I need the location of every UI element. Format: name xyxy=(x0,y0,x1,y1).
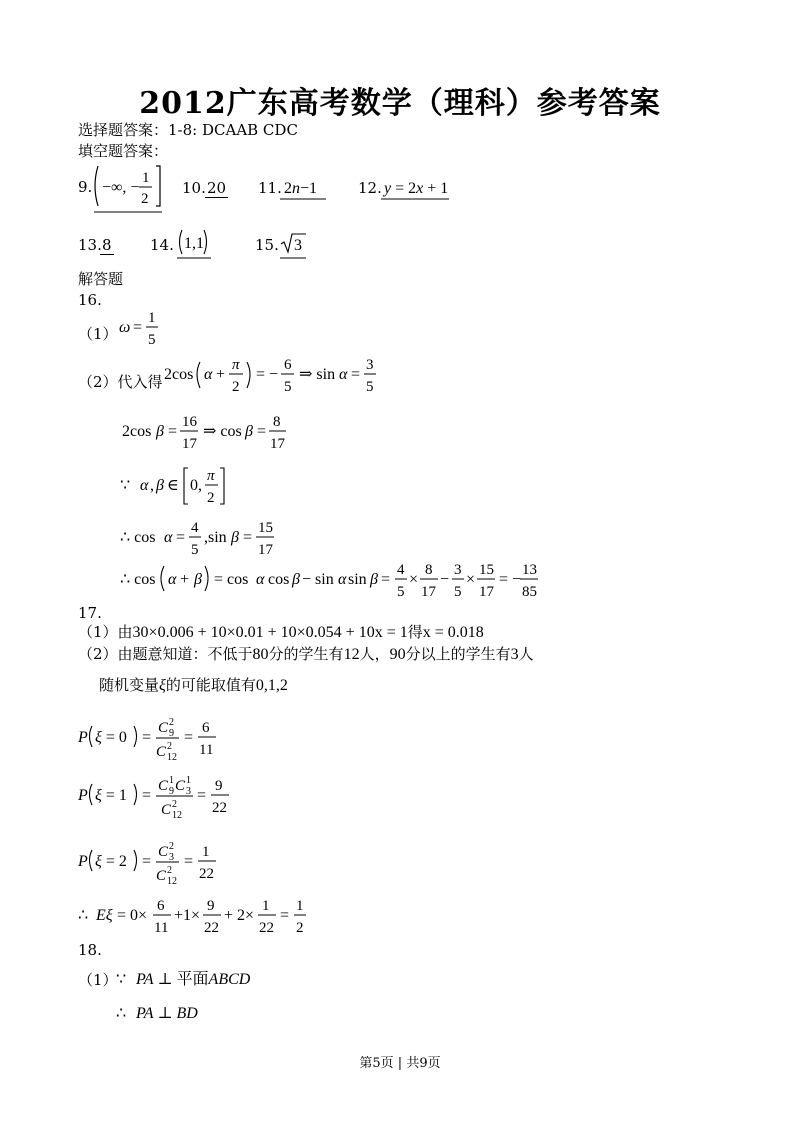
svg-text:P: P xyxy=(78,787,88,804)
svg-text:2n−1: 2n−1 xyxy=(284,180,318,197)
svg-text:P: P xyxy=(78,853,88,870)
svg-text:17: 17 xyxy=(258,542,273,558)
svg-text:α: α xyxy=(338,571,347,588)
svg-text:2: 2 xyxy=(169,717,174,728)
choice-answers: 选择题答案：1-8: DCAAB CDC xyxy=(78,121,298,139)
svg-text:PA ⊥ 平面ABCD: PA ⊥ 平面ABCD xyxy=(136,971,251,988)
svg-text:9: 9 xyxy=(207,898,215,914)
q18-part1-label: （1） xyxy=(78,971,118,989)
svg-text:6: 6 xyxy=(284,357,292,373)
svg-text:C: C xyxy=(158,720,169,736)
svg-text:β: β xyxy=(370,571,378,588)
svg-text:17: 17 xyxy=(270,436,285,452)
svg-text:=: = xyxy=(184,729,194,746)
svg-text:3: 3 xyxy=(294,237,302,254)
q17-part2-count2: 3 xyxy=(510,646,519,663)
q17-p0 xyxy=(76,716,226,766)
page-title: 2012广东高考数学（理科）参考答案 xyxy=(139,86,661,121)
svg-text:12: 12 xyxy=(172,810,182,821)
q17-part1 xyxy=(78,623,484,642)
xi-symbol: ξ xyxy=(159,677,166,694)
svg-text:=: = xyxy=(184,853,194,870)
svg-text:5: 5 xyxy=(148,332,156,348)
svg-text:22: 22 xyxy=(259,920,274,936)
svg-text:∴ cos: ∴ cos xyxy=(120,571,156,588)
q14-number: 14. xyxy=(150,236,174,254)
svg-text:13: 13 xyxy=(522,562,537,578)
svg-text:β: β xyxy=(156,477,164,494)
svg-text:⇒ sin: ⇒ sin xyxy=(299,366,336,383)
svg-text:×: × xyxy=(409,571,419,588)
svg-text:= 0×: = 0× xyxy=(117,907,148,924)
svg-text:12: 12 xyxy=(167,752,177,763)
svg-text:4: 4 xyxy=(191,520,199,536)
svg-text:=: = xyxy=(142,853,152,870)
svg-text:15: 15 xyxy=(479,562,494,578)
svg-text:−∞, −: −∞, − xyxy=(102,179,140,196)
svg-text:α: α xyxy=(168,571,177,588)
svg-text:∴ cos: ∴ cos xyxy=(120,529,156,546)
svg-text:2: 2 xyxy=(172,799,177,810)
svg-text:ξ = 1: ξ = 1 xyxy=(95,787,127,804)
svg-text:=: = xyxy=(176,529,186,546)
q17-part1-result: x = 0.018 xyxy=(422,624,484,641)
svg-text:+ 2×: + 2× xyxy=(224,907,255,924)
svg-text:1: 1 xyxy=(169,775,174,786)
q13-number: 13. xyxy=(78,236,102,254)
svg-text:=: = xyxy=(142,729,152,746)
svg-text:5: 5 xyxy=(366,379,374,395)
q17-part1-expr: 30×0.006 + 10×0.01 + 10×0.054 + 10x = 1 xyxy=(132,624,408,641)
svg-text:1: 1 xyxy=(186,775,191,786)
svg-text:85: 85 xyxy=(522,584,537,600)
q17-part2-label: （2）由题意知道：不低于 xyxy=(78,645,253,663)
rv-values: 0,1,2 xyxy=(255,677,288,694)
q17-p2 xyxy=(76,840,226,890)
svg-text:y = 2x + 1: y = 2x + 1 xyxy=(384,180,449,197)
svg-text:=: = xyxy=(280,907,290,924)
page-footer: 第5页 | 共9页 xyxy=(359,1056,441,1071)
svg-text:2: 2 xyxy=(207,490,215,506)
q16-line5 xyxy=(118,558,538,608)
q17-part2 xyxy=(78,645,534,664)
q18-line2 xyxy=(114,998,234,1026)
q16-part2-line1 xyxy=(160,354,400,404)
svg-text:6: 6 xyxy=(202,720,210,736)
svg-text:17: 17 xyxy=(182,436,197,452)
svg-text:22: 22 xyxy=(204,920,219,936)
svg-text:8: 8 xyxy=(273,414,281,430)
q17-random-variable xyxy=(99,676,288,695)
svg-text:2: 2 xyxy=(167,865,172,876)
svg-text:−: − xyxy=(440,571,450,588)
svg-text:+: + xyxy=(216,366,226,383)
svg-text:PA ⊥ BD: PA ⊥ BD xyxy=(136,1005,198,1022)
svg-text:2: 2 xyxy=(169,841,174,852)
svg-text:∴: ∴ xyxy=(116,1005,127,1022)
svg-text:2: 2 xyxy=(141,191,149,207)
svg-text:C: C xyxy=(158,778,169,794)
svg-text:π: π xyxy=(207,468,215,484)
q16-part1-formula xyxy=(115,306,175,354)
svg-text:∵: ∵ xyxy=(116,971,127,988)
q14-answer xyxy=(174,226,214,260)
svg-text:5: 5 xyxy=(191,542,199,558)
svg-text:×: × xyxy=(466,571,476,588)
svg-text:5: 5 xyxy=(454,584,462,600)
svg-text:∴: ∴ xyxy=(78,907,89,924)
svg-text:C: C xyxy=(156,868,167,884)
svg-text:ω: ω xyxy=(119,319,131,336)
q9-number: 9. xyxy=(78,178,93,196)
svg-text:1: 1 xyxy=(148,310,156,326)
svg-text:,sin: ,sin xyxy=(204,529,227,546)
svg-text:11: 11 xyxy=(199,742,214,758)
svg-text:β: β xyxy=(292,571,300,588)
svg-text:C: C xyxy=(161,802,172,818)
svg-text:C: C xyxy=(175,778,186,794)
q17-part2-count1: 12 xyxy=(343,646,360,663)
q9-answer xyxy=(90,162,170,216)
q11-number: 11. xyxy=(258,179,282,197)
q15-answer xyxy=(278,226,308,260)
svg-text:3: 3 xyxy=(186,786,191,797)
svg-text:⇒ cos: ⇒ cos xyxy=(203,423,242,440)
svg-text:Eξ: Eξ xyxy=(96,907,113,924)
svg-text:cos: cos xyxy=(268,571,290,588)
svg-text:22: 22 xyxy=(212,800,227,816)
svg-text:16: 16 xyxy=(182,414,197,430)
svg-text:− sin: − sin xyxy=(302,571,334,588)
svg-text:sin: sin xyxy=(348,571,367,588)
q16-line2 xyxy=(118,410,308,460)
svg-text:=: = xyxy=(133,319,143,336)
svg-text:8: 8 xyxy=(425,562,433,578)
q18-number: 18. xyxy=(78,941,102,959)
q12-answer xyxy=(381,174,451,202)
svg-text:∵: ∵ xyxy=(120,477,131,494)
svg-text:17: 17 xyxy=(479,584,494,600)
svg-text:,: , xyxy=(150,477,154,494)
svg-text:+: + xyxy=(180,571,190,588)
svg-text:5: 5 xyxy=(284,379,292,395)
svg-text:9: 9 xyxy=(169,786,174,797)
svg-text:= −: = − xyxy=(499,571,522,588)
svg-text:=: = xyxy=(142,787,152,804)
svg-text:1: 1 xyxy=(262,898,270,914)
q11-answer xyxy=(280,174,328,202)
svg-text:β: β xyxy=(194,571,202,588)
q10-answer: 20 xyxy=(207,179,227,197)
svg-text:β: β xyxy=(245,423,253,440)
svg-text:C: C xyxy=(158,844,169,860)
q16-line4 xyxy=(118,514,298,564)
svg-text:= cos: = cos xyxy=(214,571,249,588)
q16-part1-label: （1） xyxy=(78,325,118,343)
q17-part2-mid3: 分以上的学生有 xyxy=(405,645,511,663)
svg-text:1: 1 xyxy=(202,844,210,860)
q17-part2-mid1: 分的学生有 xyxy=(268,645,344,663)
svg-text:9: 9 xyxy=(169,728,174,739)
rv-text: 随机变量 xyxy=(99,676,160,694)
svg-text:1,1: 1,1 xyxy=(184,235,204,252)
q17-part1-label: （1）由 xyxy=(78,623,133,641)
svg-text:α: α xyxy=(164,529,173,546)
q15-number: 15. xyxy=(255,236,279,254)
svg-text:C: C xyxy=(156,744,167,760)
svg-text:0,: 0, xyxy=(190,477,202,494)
svg-text:=: = xyxy=(257,423,267,440)
q17-part2-mid2: 人， xyxy=(359,645,390,663)
svg-text:=: = xyxy=(168,423,178,440)
svg-text:2: 2 xyxy=(296,920,304,936)
q10-number: 10. xyxy=(182,179,206,197)
svg-text:3: 3 xyxy=(366,357,374,373)
svg-text:α: α xyxy=(256,571,265,588)
fill-heading: 填空题答案： xyxy=(78,142,169,160)
svg-text:5: 5 xyxy=(397,584,405,600)
q16-number: 16. xyxy=(78,291,102,309)
svg-text:=: = xyxy=(243,529,253,546)
svg-text:P: P xyxy=(78,729,88,746)
svg-text:=: = xyxy=(381,571,391,588)
svg-text:3: 3 xyxy=(454,562,462,578)
svg-text:12: 12 xyxy=(167,876,177,887)
q13-answer: 8 xyxy=(102,236,112,254)
svg-text:ξ = 0: ξ = 0 xyxy=(95,729,127,746)
svg-text:α: α xyxy=(140,477,149,494)
svg-text:α: α xyxy=(204,366,213,383)
rv-text2: 的可能取值有 xyxy=(165,676,256,694)
svg-text:β: β xyxy=(156,423,164,440)
svg-text:∈: ∈ xyxy=(167,477,179,494)
svg-text:17: 17 xyxy=(421,584,436,600)
svg-text:6: 6 xyxy=(157,898,165,914)
q17-number: 17. xyxy=(78,604,102,622)
svg-text:3: 3 xyxy=(169,852,174,863)
q18-line1 xyxy=(114,964,264,992)
svg-text:4: 4 xyxy=(397,562,405,578)
q17-part1-mid: 得 xyxy=(407,623,423,641)
solution-heading: 解答题 xyxy=(78,270,124,288)
svg-text:α: α xyxy=(339,366,348,383)
svg-text:22: 22 xyxy=(199,866,214,882)
svg-text:ξ = 2: ξ = 2 xyxy=(95,853,127,870)
svg-text:11: 11 xyxy=(154,920,169,936)
q17-part2-end: 人 xyxy=(518,645,534,663)
svg-text:2: 2 xyxy=(167,741,172,752)
q16-part2-label: （2）代入得 xyxy=(78,373,163,391)
svg-text:9: 9 xyxy=(215,778,223,794)
q17-p1 xyxy=(76,774,236,824)
svg-text:15: 15 xyxy=(258,520,273,536)
q12-number: 12. xyxy=(358,179,382,197)
q17-expectation xyxy=(76,894,316,944)
svg-text:1: 1 xyxy=(142,170,150,186)
svg-text:2cos: 2cos xyxy=(164,366,194,383)
svg-text:1: 1 xyxy=(296,898,304,914)
svg-text:= −: = − xyxy=(256,366,279,383)
svg-text:+1×: +1× xyxy=(174,907,201,924)
svg-text:=: = xyxy=(197,787,207,804)
q17-part2-score2: 90 xyxy=(389,646,406,663)
svg-text:β: β xyxy=(231,529,239,546)
q17-part2-score1: 80 xyxy=(252,646,269,663)
q16-line3 xyxy=(118,462,238,512)
svg-text:=: = xyxy=(351,366,361,383)
svg-text:2cos: 2cos xyxy=(122,423,152,440)
svg-text:π: π xyxy=(232,357,240,373)
svg-text:2: 2 xyxy=(232,379,240,395)
